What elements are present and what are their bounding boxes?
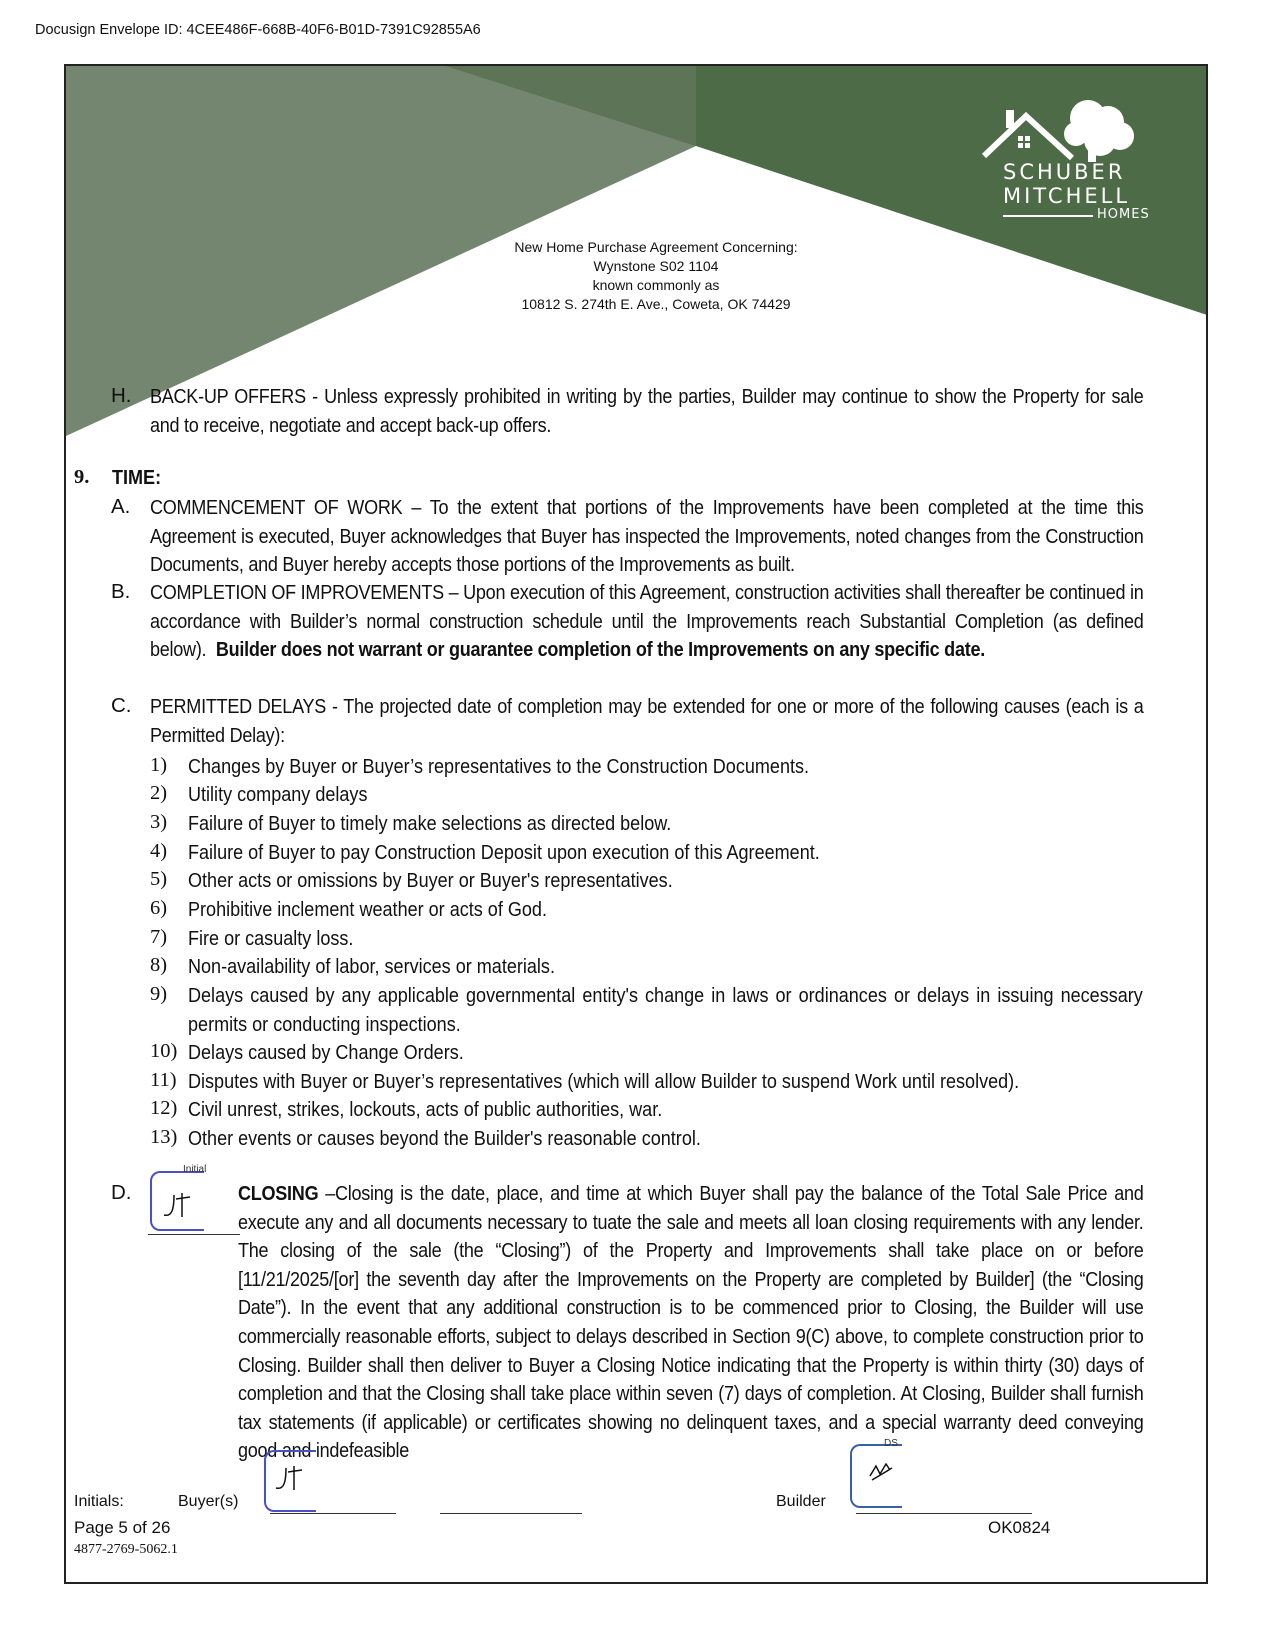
delay-item-text: Disputes with Buyer or Buyer’s representatives (which will allow Builder to suspend Work until resolved). (188, 1070, 1020, 1093)
delay-item-number: 7) (150, 926, 168, 948)
delay-item-text: Delays caused by Change Orders. (188, 1041, 464, 1064)
footer-initials-label: Initials: (74, 1493, 124, 1510)
form-number: OK0824 (988, 1518, 1051, 1537)
section-h-label: H. (111, 384, 132, 407)
envelope-id: Docusign Envelope ID: 4CEE486F-668B-40F6-B01D-7391C92855A6 (35, 22, 481, 38)
delay-item-text: Fire or casualty loss. (188, 927, 354, 950)
initial-tag: Initial (183, 1164, 207, 1175)
delay-item-text: Civil unrest, strikes, lockouts, acts of public authorities, war. (188, 1098, 663, 1121)
header-line-1: New Home Purchase Agreement Concerning: (514, 239, 798, 255)
footer-buyer-initial-box[interactable] (264, 1450, 316, 1512)
builder-initial-line (856, 1513, 1032, 1514)
agreement-header (456, 238, 856, 314)
delay-item-text: Delays caused by any applicable governmental entity's change in laws or ordinances or delays in issuing necessary permits or conducting inspections. (188, 984, 1143, 1036)
delay-item-text: Other acts or omissions by Buyer or Buyer's representatives. (188, 869, 673, 892)
brand-line-2: MITCHELL (1003, 184, 1131, 208)
buyer2-initial-line (440, 1513, 582, 1514)
section-9d-body: –Closing is the date, place, and time at which Buyer shall pay the balance of the Total Sale Price and execute any and all documents necessary to tuate the sale and meets all loan closing requirements with any lender. The closing of the sale (the “Closing”) of the Property and Improvements shall take place on or before [11/21/2025/[or] the seventh day after the Improvements on the Property are completed by Builder] (the “Closing Date”). In the event that any additional construction is to be commenced prior to Closing, the Builder will use commercially reasonable efforts, subject to delays described in Section 9(C) above, to complete construction prior to Closing. Builder shall then deliver to Buyer a Closing Notice indicating that the Property is within thirty (30) days of completion and that the Closing shall take place within seven (7) days of completion. At Closing, Builder shall furnish tax statements (if applicable) or certificates showing no delinquent taxes, and a special warranty deed conveying good and indefeasible (238, 1182, 1144, 1463)
delay-item-number: 10) (150, 1040, 178, 1062)
header-line-4: 10812 S. 274th E. Ave., Coweta, OK 74429 (521, 296, 791, 312)
document-number: 4877-2769-5062.1 (74, 1542, 178, 1557)
delay-item-number: 8) (150, 954, 168, 976)
delay-item-text: Failure of Buyer to pay Construction Deposit upon execution of this Agreement. (188, 841, 820, 864)
section-h-text: BACK-UP OFFERS - Unless expressly prohibited in writing by the parties, Builder may continue to show the Property for sale and to receive, negotiate and accept back-up offers. (150, 385, 1144, 437)
footer-buyer-signature-icon (266, 1452, 316, 1510)
ds-tag: DS (884, 1438, 898, 1449)
section-9-number: 9. (74, 466, 90, 488)
footer-builder-label: Builder (776, 1493, 826, 1510)
delay-item-number: 4) (150, 840, 168, 862)
buyer1-initial-line (270, 1513, 396, 1514)
footer-builder-initial-box[interactable] (850, 1444, 902, 1508)
delay-item-number: 9) (150, 983, 168, 1005)
delay-item-number: 1) (150, 754, 168, 776)
delay-item-number: 13) (150, 1126, 178, 1148)
initial-line (148, 1234, 240, 1235)
delay-item-number: 12) (150, 1097, 178, 1119)
page-number: Page 5 of 26 (74, 1518, 171, 1537)
delay-item-number: 3) (150, 811, 168, 833)
delay-item-number: 6) (150, 897, 168, 919)
section-9b-body: COMPLETION OF IMPROVEMENTS – Upon execution of this Agreement, construction activities shall thereafter be continued in accordance with Builder’s normal construction schedule until the Improvements reach Substantial Completion (as defined below). (150, 581, 1144, 661)
brand-rule (1003, 215, 1093, 217)
delay-item-text: Other events or causes beyond the Builder's reasonable control. (188, 1127, 701, 1150)
footer-buyers-label: Buyer(s) (178, 1493, 239, 1510)
delay-item-text: Non-availability of labor, services or materials. (188, 955, 555, 978)
section-9b-bold: Builder does not warrant or guarantee completion of the Improvements on any specific date. (215, 638, 985, 661)
delay-item-text: Prohibitive inclement weather or acts of God. (188, 898, 547, 921)
brand-line-3: HOMES (1097, 207, 1150, 222)
delay-item-number: 11) (150, 1069, 177, 1091)
delay-item-text: Changes by Buyer or Buyer’s representatives to the Construction Documents. (188, 755, 810, 778)
section-9a-label: A. (111, 495, 131, 518)
header-line-2: Wynstone S02 1104 (593, 258, 719, 274)
section-9b-label: B. (111, 580, 131, 603)
section-9d-bold: CLOSING (238, 1182, 319, 1205)
section-9c-label: C. (111, 694, 132, 717)
section-9d-label: D. (111, 1181, 132, 1204)
section-9b-text (150, 579, 1144, 665)
header-line-3: known commonly as (592, 277, 720, 293)
delay-item-text: Utility company delays (188, 783, 368, 806)
section-9a-text: COMMENCEMENT OF WORK – To the extent that portions of the Improvements have been completed at the time this Agreement is executed, Buyer acknowledges that Buyer has inspected the Improvements, noted changes from the Construction Documents, and Buyer hereby accepts those portions of the Improvements as built. (150, 496, 1144, 576)
delay-item-text: Failure of Buyer to timely make selections as directed below. (188, 812, 672, 835)
buyer-initial-signature-icon (152, 1173, 204, 1229)
delay-item-number: 2) (150, 782, 168, 804)
section-9c-text: PERMITTED DELAYS - The projected date of completion may be extended for one or more of the following causes (each is a Permitted Delay): (150, 695, 1144, 747)
buyer-initial-box[interactable] (150, 1171, 204, 1231)
section-9d-text (238, 1180, 1144, 1466)
delay-item-number: 5) (150, 868, 168, 890)
builder-signature-icon (852, 1446, 902, 1506)
brand-line-1: SCHUBER (1003, 160, 1126, 184)
section-9-title: TIME: (112, 466, 162, 489)
